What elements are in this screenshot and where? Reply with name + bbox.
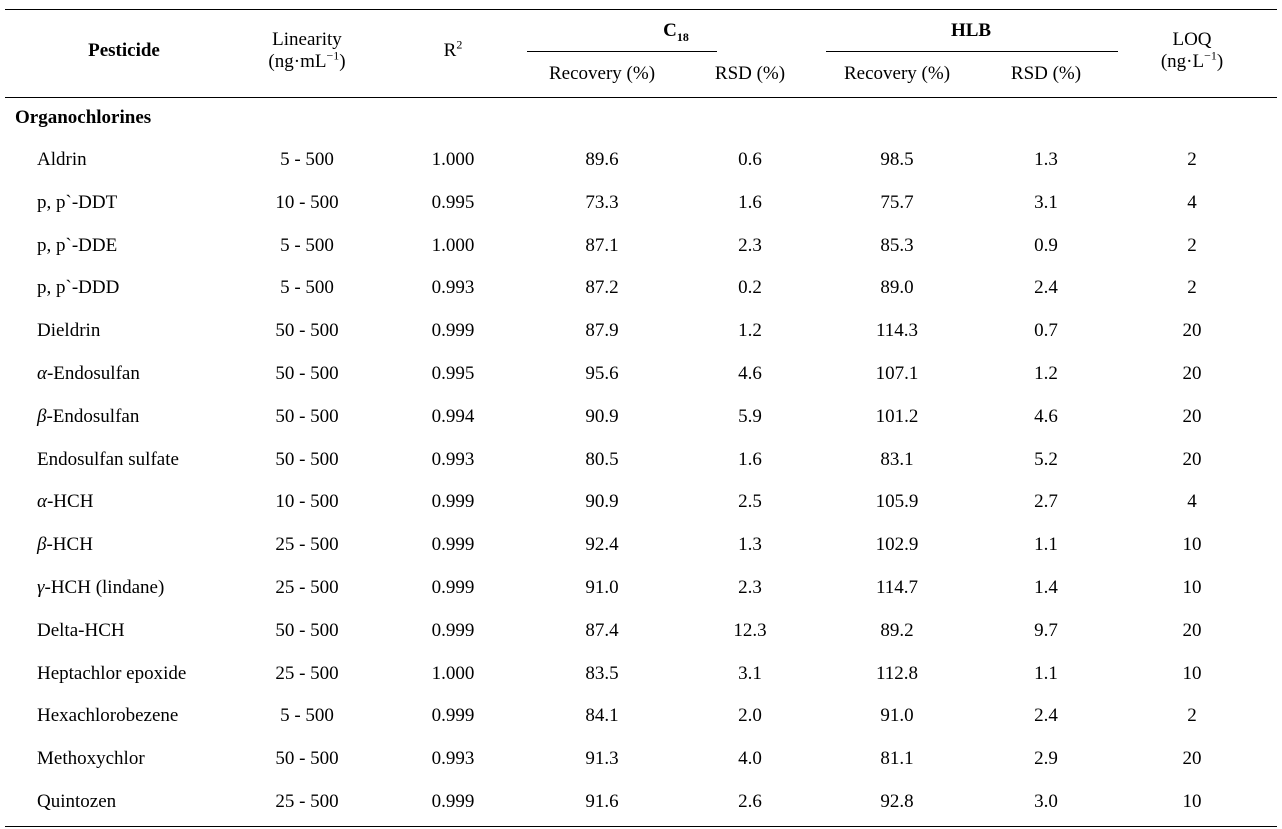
cell-pesticide	[37, 192, 117, 214]
header-loq-line1: LOQ	[1172, 29, 1212, 50]
cell-loq: 4	[1187, 491, 1197, 512]
cell-pesticide	[37, 277, 119, 299]
cell-r2: 0.999	[431, 534, 475, 555]
cell-pesticide-prefix: α	[37, 363, 47, 384]
cell-hlb-rsd: 2.7	[1034, 491, 1058, 512]
cell-pesticide	[37, 149, 87, 171]
header-linearity-exp: −1	[326, 48, 340, 63]
cell-linearity: 50 - 500	[275, 620, 339, 641]
cell-c18-rsd: 0.6	[738, 149, 762, 170]
cell-pesticide-name: -Endosulfan	[46, 363, 140, 384]
header-loq-unit: (ng·L	[1160, 51, 1205, 72]
cell-r2: 0.993	[431, 748, 475, 769]
cell-loq: 20	[1182, 620, 1202, 641]
cell-pesticide	[37, 534, 93, 556]
cell-loq: 20	[1182, 748, 1202, 769]
cell-pesticide	[37, 620, 125, 642]
cell-pesticide	[37, 363, 140, 385]
cell-c18-recovery: 87.1	[585, 235, 619, 256]
cell-hlb-rsd: 5.2	[1034, 449, 1058, 470]
cell-loq: 2	[1187, 277, 1197, 298]
cell-c18-rsd: 0.2	[738, 277, 762, 298]
cell-r2: 0.999	[431, 791, 475, 812]
cell-hlb-recovery: 85.3	[880, 235, 914, 256]
cell-pesticide-name: Heptachlor epoxide	[37, 663, 187, 684]
cell-loq: 4	[1187, 192, 1197, 213]
header-hlb-recovery: Recovery (%)	[843, 63, 951, 84]
header-r2-exp: 2	[456, 37, 463, 52]
cell-loq: 2	[1187, 149, 1197, 170]
cell-hlb-recovery: 107.1	[875, 363, 919, 384]
cell-linearity: 10 - 500	[275, 491, 339, 512]
cell-c18-recovery: 90.9	[585, 406, 619, 427]
cell-linearity: 25 - 500	[275, 791, 339, 812]
cell-linearity: 5 - 500	[280, 149, 334, 170]
cell-c18-rsd: 2.6	[738, 791, 762, 812]
header-loq-line2	[1160, 48, 1224, 73]
cell-pesticide-name: Endosulfan sulfate	[37, 449, 179, 470]
cell-pesticide-name: Dieldrin	[37, 320, 101, 341]
header-linearity	[268, 29, 345, 73]
cell-hlb-recovery: 98.5	[880, 149, 914, 170]
cell-pesticide-name: -HCH (lindane)	[44, 577, 165, 598]
cell-c18-recovery: 83.5	[585, 663, 619, 684]
cell-c18-rsd: 12.3	[733, 620, 767, 641]
cell-loq: 20	[1182, 320, 1202, 341]
cell-c18-rsd: 2.3	[738, 235, 762, 256]
header-linearity-unit: (ng·mL	[268, 51, 327, 72]
cell-loq: 2	[1187, 705, 1197, 726]
cell-linearity: 50 - 500	[275, 363, 339, 384]
cell-pesticide-prefix: α	[37, 491, 47, 512]
header-loq-close: )	[1216, 51, 1224, 72]
header-c18-sub: 18	[676, 29, 689, 44]
cell-hlb-recovery: 101.2	[875, 406, 919, 427]
cell-c18-rsd: 3.1	[738, 663, 762, 684]
cell-c18-recovery: 87.4	[585, 620, 619, 641]
cell-hlb-recovery: 102.9	[875, 534, 919, 555]
cell-linearity: 50 - 500	[275, 320, 339, 341]
cell-linearity: 10 - 500	[275, 192, 339, 213]
cell-pesticide	[37, 748, 145, 770]
c18-underline	[527, 51, 717, 52]
header-c18-letter: C	[663, 20, 677, 41]
header-linearity-close: )	[339, 51, 346, 72]
cell-loq: 10	[1182, 577, 1202, 598]
cell-hlb-rsd: 1.1	[1034, 663, 1058, 684]
cell-hlb-rsd: 1.4	[1034, 577, 1058, 598]
header-c18-recovery: Recovery (%)	[548, 63, 656, 84]
cell-loq: 10	[1182, 663, 1202, 684]
header-linearity-line1: Linearity	[272, 29, 342, 50]
cell-r2: 1.000	[431, 663, 475, 684]
cell-loq: 10	[1182, 791, 1202, 812]
cell-hlb-rsd: 1.3	[1034, 149, 1058, 170]
cell-pesticide	[37, 491, 93, 513]
cell-pesticide-name: Methoxychlor	[37, 748, 145, 769]
header-c18	[663, 20, 689, 42]
cell-hlb-recovery: 75.7	[880, 192, 914, 213]
cell-hlb-recovery: 89.0	[880, 277, 914, 298]
cell-c18-rsd: 1.2	[738, 320, 762, 341]
cell-c18-rsd: 2.0	[738, 705, 762, 726]
cell-pesticide	[37, 705, 178, 727]
cell-c18-recovery: 80.5	[585, 449, 619, 470]
header-c18-rsd: RSD (%)	[714, 63, 786, 84]
cell-hlb-recovery: 83.1	[880, 449, 914, 470]
cell-pesticide	[37, 449, 179, 471]
header-linearity-line2	[268, 48, 346, 73]
cell-hlb-recovery: 112.8	[875, 663, 919, 684]
cell-pesticide-name: Quintozen	[37, 791, 117, 812]
table-top-rule	[5, 9, 1277, 10]
cell-pesticide	[37, 235, 117, 257]
cell-linearity: 5 - 500	[280, 235, 334, 256]
section-title: Organochlorines	[15, 107, 152, 128]
cell-r2: 0.993	[431, 277, 475, 298]
cell-r2: 0.994	[431, 406, 475, 427]
cell-pesticide-name: -Endosulfan	[46, 406, 140, 427]
cell-c18-recovery: 95.6	[585, 363, 619, 384]
cell-c18-recovery: 87.2	[585, 277, 619, 298]
cell-pesticide-name: p, p`-DDT	[37, 192, 118, 213]
cell-r2: 0.993	[431, 449, 475, 470]
table-header-rule	[5, 97, 1277, 98]
cell-hlb-recovery: 81.1	[880, 748, 914, 769]
cell-hlb-rsd: 4.6	[1034, 406, 1058, 427]
cell-c18-recovery: 92.4	[585, 534, 619, 555]
cell-hlb-rsd: 9.7	[1034, 620, 1058, 641]
cell-hlb-recovery: 114.3	[875, 320, 919, 341]
cell-c18-rsd: 2.3	[738, 577, 762, 598]
cell-r2: 0.999	[431, 320, 475, 341]
cell-hlb-rsd: 0.9	[1034, 235, 1058, 256]
header-loq	[1161, 29, 1223, 73]
cell-r2: 0.995	[431, 192, 475, 213]
cell-c18-rsd: 4.6	[738, 363, 762, 384]
cell-linearity: 50 - 500	[275, 406, 339, 427]
cell-loq: 20	[1182, 449, 1202, 470]
cell-pesticide	[37, 791, 116, 813]
cell-pesticide	[37, 320, 100, 342]
cell-c18-rsd: 4.0	[738, 748, 762, 769]
cell-pesticide	[37, 577, 164, 599]
header-hlb: HLB	[950, 20, 992, 41]
cell-c18-rsd: 1.6	[738, 192, 762, 213]
cell-c18-recovery: 89.6	[585, 149, 619, 170]
cell-loq: 20	[1182, 406, 1202, 427]
cell-pesticide	[37, 406, 139, 428]
cell-hlb-recovery: 91.0	[880, 705, 914, 726]
cell-hlb-rsd: 3.1	[1034, 192, 1058, 213]
cell-loq: 2	[1187, 235, 1197, 256]
cell-linearity: 25 - 500	[275, 577, 339, 598]
cell-c18-recovery: 91.6	[585, 791, 619, 812]
cell-loq: 10	[1182, 534, 1202, 555]
cell-c18-recovery: 91.3	[585, 748, 619, 769]
cell-c18-rsd: 1.3	[738, 534, 762, 555]
cell-hlb-rsd: 2.9	[1034, 748, 1058, 769]
cell-linearity: 50 - 500	[275, 449, 339, 470]
cell-c18-recovery: 84.1	[585, 705, 619, 726]
cell-pesticide-name: p, p`-DDE	[37, 235, 118, 256]
cell-hlb-rsd: 2.4	[1034, 277, 1058, 298]
cell-hlb-rsd: 2.4	[1034, 705, 1058, 726]
cell-pesticide-name: p, p`-DDD	[37, 277, 120, 298]
cell-pesticide-name: -HCH	[46, 534, 93, 555]
cell-pesticide-prefix: γ	[37, 577, 45, 598]
cell-pesticide-prefix: β	[37, 534, 47, 555]
cell-pesticide-name: Hexachlorobezene	[37, 705, 179, 726]
cell-pesticide-prefix: β	[37, 406, 47, 427]
header-hlb-rsd: RSD (%)	[1010, 63, 1082, 84]
cell-r2: 0.999	[431, 705, 475, 726]
cell-c18-recovery: 73.3	[585, 192, 619, 213]
cell-r2: 1.000	[431, 235, 475, 256]
cell-r2: 0.995	[431, 363, 475, 384]
cell-hlb-recovery: 89.2	[880, 620, 914, 641]
cell-linearity: 25 - 500	[275, 534, 339, 555]
cell-hlb-recovery: 92.8	[880, 791, 914, 812]
cell-hlb-rsd: 0.7	[1034, 320, 1058, 341]
cell-linearity: 50 - 500	[275, 748, 339, 769]
cell-linearity: 5 - 500	[280, 277, 334, 298]
cell-pesticide	[37, 663, 186, 685]
cell-r2: 0.999	[431, 577, 475, 598]
cell-pesticide-name: -HCH	[46, 491, 94, 512]
cell-hlb-recovery: 105.9	[875, 491, 919, 512]
hlb-underline	[826, 51, 1118, 52]
cell-loq: 20	[1182, 363, 1202, 384]
cell-linearity: 5 - 500	[280, 705, 334, 726]
cell-r2: 0.999	[431, 491, 475, 512]
cell-hlb-rsd: 3.0	[1034, 791, 1058, 812]
cell-hlb-rsd: 1.2	[1034, 363, 1058, 384]
cell-c18-rsd: 5.9	[738, 406, 762, 427]
cell-pesticide-name: Delta-HCH	[37, 620, 125, 641]
cell-c18-recovery: 87.9	[585, 320, 619, 341]
header-r2	[443, 37, 463, 62]
cell-c18-recovery: 90.9	[585, 491, 619, 512]
cell-c18-recovery: 91.0	[585, 577, 619, 598]
header-r2-letter: R	[443, 40, 457, 61]
cell-hlb-rsd: 1.1	[1034, 534, 1058, 555]
header-loq-exp: −1	[1204, 48, 1217, 63]
cell-c18-rsd: 1.6	[738, 449, 762, 470]
cell-r2: 1.000	[431, 149, 475, 170]
cell-linearity: 25 - 500	[275, 663, 339, 684]
cell-pesticide-name: Aldrin	[37, 149, 87, 170]
header-pesticide: Pesticide	[88, 40, 160, 61]
cell-c18-rsd: 2.5	[738, 491, 762, 512]
table-bottom-rule	[5, 826, 1277, 827]
cell-r2: 0.999	[431, 620, 475, 641]
cell-hlb-recovery: 114.7	[875, 577, 919, 598]
